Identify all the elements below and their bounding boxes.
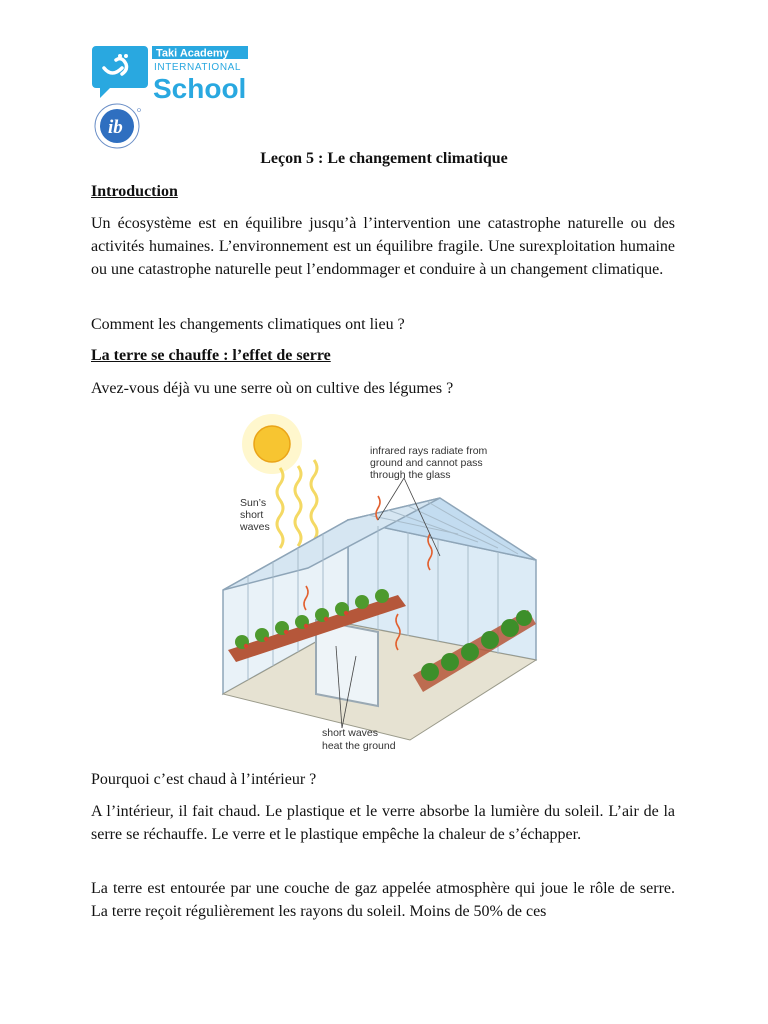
question-paragraph: Comment les changements climatiques ont lieu ? [91, 316, 405, 333]
why-hot-question: Pourquoi c’est chaud à l’intérieur ? [91, 771, 317, 788]
label-infrared-line1: infrared rays radiate from [370, 445, 488, 457]
label-ground-line2: heat the ground [322, 740, 396, 752]
label-sun-line3: waves [240, 521, 270, 533]
greenhouse-illustration [218, 410, 550, 760]
ib-letters: ib [108, 117, 123, 138]
lesson-title: Leçon 5 : Le changement climatique [260, 150, 508, 167]
section-heading-greenhouse: La terre se chauffe : l’effet de serre [91, 347, 331, 364]
greenhouse-structure [223, 498, 536, 740]
logo-brand-line1: Taki Academy [156, 47, 229, 60]
label-ground-line1: short waves [322, 727, 379, 739]
ib-seal-logo [93, 102, 143, 150]
label-infrared-line3: through the glass [370, 469, 451, 481]
logo-brand-line2: INTERNATIONAL [154, 62, 242, 73]
label-sun-line1: Sun’s [240, 497, 267, 509]
atmosphere-paragraph: La terre est entourée par une couche de gaz appelée atmosphère qui joue le rôle de serre. La terre reçoit régulièrement les rayons du soleil. Moins de 50% de ces [91, 880, 675, 920]
greenhouse-question: Avez-vous déjà vu une serre où on cultive des légumes ? [91, 380, 454, 397]
logo-brand-line3: School [153, 73, 247, 102]
label-infrared-line2: ground and cannot pass [370, 457, 483, 469]
section-heading-introduction: Introduction [91, 183, 178, 200]
label-sun-line2: short [240, 509, 264, 521]
school-logo [90, 42, 250, 102]
intro-paragraph: Un écosystème est en équilibre jusqu’à l’intervention une catastrophe naturelle ou des activités humaines. L’environnement est un équilibre fragile. Une surexploitation humaine ou une catastrophe naturelle peut l’endommager et conduire à un changement climatique. [91, 215, 675, 278]
sun-icon [242, 414, 302, 474]
inside-explanation-paragraph: A l’intérieur, il fait chaud. Le plastique et le verre absorbe la lumière du soleil. L’air de la serre se réchauffe. Le verre et le plastique empêche la chaleur de s’échapper. [91, 803, 675, 843]
